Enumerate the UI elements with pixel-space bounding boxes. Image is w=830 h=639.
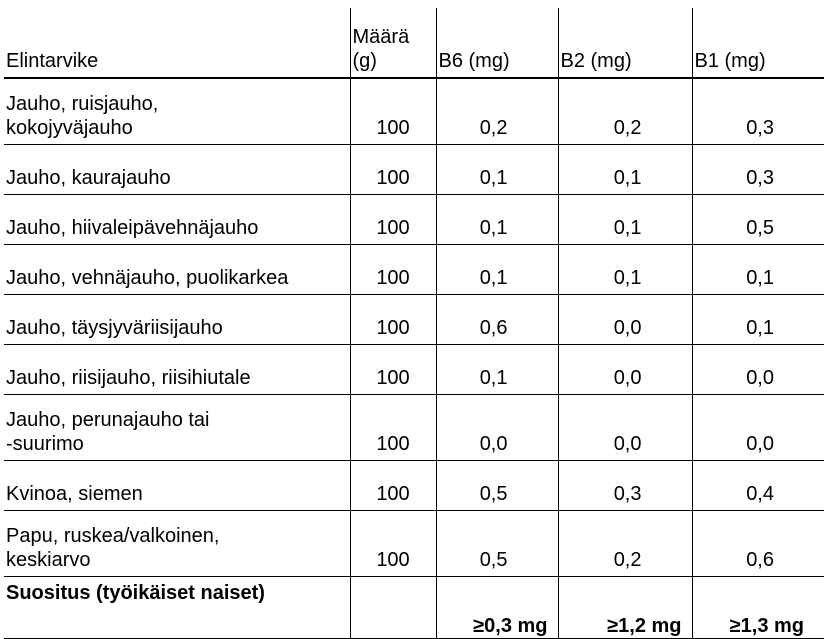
table-row xyxy=(4,244,824,294)
b1-cell: 0,4 xyxy=(692,460,824,510)
b6-cell: 0,0 xyxy=(436,394,558,460)
recommendation-b2: ≥1,2 mg xyxy=(558,576,692,638)
food-name xyxy=(4,460,350,510)
amount-cell: 100 xyxy=(350,510,436,576)
amount-cell: 100 xyxy=(350,244,436,294)
header-food: Elintarvike xyxy=(4,8,350,78)
food-name xyxy=(4,194,350,244)
b6-cell: 0,1 xyxy=(436,244,558,294)
b2-cell: 0,0 xyxy=(558,344,692,394)
recommendation-row xyxy=(4,576,824,638)
table-row xyxy=(4,194,824,244)
b6-cell: 0,2 xyxy=(436,78,558,144)
b6-cell: 0,5 xyxy=(436,510,558,576)
header-b2: B2 (mg) xyxy=(558,8,692,78)
b2-cell: 0,3 xyxy=(558,460,692,510)
food-name-line2: keskiarvo xyxy=(6,548,91,571)
b2-cell: 0,2 xyxy=(558,510,692,576)
b1-cell: 0,1 xyxy=(692,294,824,344)
food-name xyxy=(4,394,350,460)
food-name-line2: Jauho, hiivaleipävehnäjauho xyxy=(6,216,259,239)
recommendation-b1: ≥1,3 mg xyxy=(692,576,824,638)
amount-cell: 100 xyxy=(350,144,436,194)
amount-cell: 100 xyxy=(350,344,436,394)
amount-cell: 100 xyxy=(350,294,436,344)
b1-cell: 0,0 xyxy=(692,394,824,460)
b6-cell: 0,5 xyxy=(436,460,558,510)
table-row xyxy=(4,78,824,144)
food-name xyxy=(4,510,350,576)
table-row xyxy=(4,510,824,576)
table-body xyxy=(4,78,824,576)
food-name-line2: -suurimo xyxy=(6,432,84,455)
b1-cell: 0,0 xyxy=(692,344,824,394)
table-row xyxy=(4,344,824,394)
table-row xyxy=(4,394,824,460)
food-name xyxy=(4,344,350,394)
amount-cell: 100 xyxy=(350,78,436,144)
b2-cell: 0,0 xyxy=(558,394,692,460)
header-b6: B6 (mg) xyxy=(436,8,558,78)
food-name-line1: Jauho, perunajauho tai xyxy=(6,408,210,431)
recommendation-b6: ≥0,3 mg xyxy=(436,576,558,638)
food-name-line2: Jauho, täysjyväriisijauho xyxy=(6,316,223,339)
food-name xyxy=(4,78,350,144)
header-row xyxy=(4,8,824,78)
food-name-line2: kokojyväjauho xyxy=(6,116,133,139)
header-amount xyxy=(350,8,436,78)
b2-cell: 0,0 xyxy=(558,294,692,344)
b1-cell: 0,3 xyxy=(692,78,824,144)
food-name-line2: Jauho, vehnäjauho, puolikarkea xyxy=(6,266,289,289)
food-name xyxy=(4,294,350,344)
food-name-line2: Jauho, riisijauho, riisihiutale xyxy=(6,366,251,389)
amount-cell: 100 xyxy=(350,394,436,460)
food-name xyxy=(4,244,350,294)
food-name-line2: Kvinoa, siemen xyxy=(6,482,143,505)
food-name xyxy=(4,144,350,194)
table-row xyxy=(4,294,824,344)
header-amount-line1: Määrä xyxy=(352,26,410,48)
food-name-line2: Jauho, kaurajauho xyxy=(6,166,171,189)
nutrient-table xyxy=(4,8,824,639)
b1-cell: 0,5 xyxy=(692,194,824,244)
header-b1: B1 (mg) xyxy=(692,8,824,78)
b2-cell: 0,1 xyxy=(558,194,692,244)
b1-cell: 0,3 xyxy=(692,144,824,194)
b6-cell: 0,1 xyxy=(436,144,558,194)
amount-cell: 100 xyxy=(350,194,436,244)
b2-cell: 0,1 xyxy=(558,244,692,294)
b6-cell: 0,1 xyxy=(436,344,558,394)
b1-cell: 0,1 xyxy=(692,244,824,294)
table-row xyxy=(4,144,824,194)
food-name-line1: Jauho, ruisjauho, xyxy=(6,92,159,115)
b6-cell: 0,6 xyxy=(436,294,558,344)
b6-cell: 0,1 xyxy=(436,194,558,244)
header-amount-line2: (g) xyxy=(352,50,377,72)
recommendation-amount xyxy=(350,576,436,638)
amount-cell: 100 xyxy=(350,460,436,510)
food-name-line1: Papu, ruskea/valkoinen, xyxy=(6,524,220,547)
b1-cell: 0,6 xyxy=(692,510,824,576)
recommendation-label: Suositus (työikäiset naiset) xyxy=(4,576,350,638)
table-row xyxy=(4,460,824,510)
b2-cell: 0,2 xyxy=(558,78,692,144)
b2-cell: 0,1 xyxy=(558,144,692,194)
